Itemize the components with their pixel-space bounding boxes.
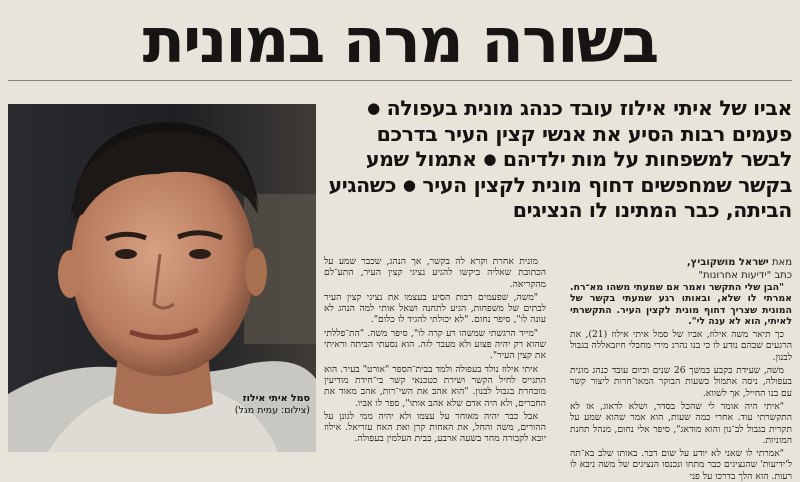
body-paragraph: "מייד הרגשתי שמשהו רע קרה לו", סיפר משה. "הת־פללתי שהוא רק יהיה פצוע ולא מעבר לזה. הוא נסעתי הביתה וראיתי את קצין העיר". — [324, 327, 546, 362]
byline-outlet: כתב "ידיעות אחרונות" — [698, 270, 792, 281]
body-paragraph: "איתי היה אומר לי שהכל בסדר, ושלא לדאוג, אז לא התקשרתי עוד. אחרי כמה שעות, הוא אמר שהוא שמע על תקרית בגבול לב־נון והוא מודאג", סיפר אלי נחום, מנהל תחנת המוניות. — [570, 400, 792, 446]
bullet-icon: ● — [402, 175, 416, 194]
article-body — [324, 256, 792, 482]
byline — [570, 256, 792, 282]
subhead-segment: אתמול שמע בקשר שמחפשים דחוף מונית לקצין העיר — [365, 147, 792, 197]
body-paragraph: "משה, שפעמים רבות הסיע בעצמו את נציגי קצין העיר לבתים של משפחות, הגיע לתחנה ושאל אותי למה הנהג לא עונה לו", סיפר נחום. "לא יכולתי להגיד לו כלום". — [324, 291, 546, 326]
body-paragraph: "אמרתי לו שאני לא יודע על שום דבר. באותו שלב בא־תה ל'ידיעות' שהנציגים כבר מתחו ונכנסו הנציגים של משה ניבא לו רעות. הוא הלך בדרכו על פני — [570, 448, 792, 482]
caption-name: סמל איתי אילוז — [242, 393, 310, 404]
body-paragraph: כך תיאר משה אילוז, אביו של סמל איתי אילוז (21), את הרגעים שבהם נודע לו כי בנו נהרג מירי מחבלי חיזבאללה בגבול לבנון. — [570, 329, 792, 363]
body-paragraph: מונית אחרת וקרא לה בקשר, אך הנהג, שכבר שמע על הכתובת שאליה ביקשו להגיע נציגי קצין העיר, התע־לם מהקריאה. — [324, 256, 546, 290]
caption-credit: (צילום: עמית מגל) — [234, 405, 310, 416]
body-paragraph: אבל כבר יהיה מאוחר על עצמו ולא יהיה ממי לגונן על ההורים, משה והחל, את האחות קרן ואת האח עזריאל. אילוז יובא לקבורה מחר בשעה ארבע, בבית העלמין בעפולה. — [324, 410, 546, 445]
body-column-left — [324, 256, 546, 452]
byline-author: ישראל מושקוביץ, — [686, 257, 769, 268]
subhead-segment: פעמים רבות הסיע את אנשי קצין העיר בדרכם לבשר למשפחות על מות ילדיהם — [376, 121, 792, 172]
body-paragraph: איתי אילוז נולד בעפולה ולמד בבית־הספר "אורט" בעיר. הוא התגייס לחיל הקשר ושירת כטכנאי קשר בי־חידת מודיעין מובחרת בגבול לבנון. "הוא אהב את השי־רות, אהב מאוד את החברים, ולא היה אדם שלא אהב אותו", ספר לו אביו. — [324, 363, 546, 409]
body-paragraph: "הבן שלי התקשר ואמר אם שמעתי משהו מא־רח. אמרתי לו שלא, ובאותו רגע שמעתי בקשר של המונית שצריך דחוף מונית לקצין העיר. התקשרתי לאיתי, הוא לא ענה לי". — [570, 282, 792, 327]
photo-caption — [212, 393, 310, 417]
headline-rule — [8, 80, 792, 81]
body-column-right — [570, 256, 792, 482]
bullet-icon: ● — [367, 99, 380, 117]
byline-prefix: מאת — [771, 257, 792, 268]
subhead-segment: כשהגיע הביתה, כבר המתינו לו הנציגים — [328, 172, 792, 223]
bullet-icon: ● — [483, 150, 497, 169]
subheadline — [324, 96, 792, 250]
headline: בשורה מרה במונית — [142, 4, 658, 77]
body-paragraph: משה, שעידת בקבע במשך 26 שנים וכיום עובד כנהג מונית בעפולה, ניסה אתמול בשעות הבוקר המאו־חרות ליצור קשר עם בנו החייל, אך לשווא. — [570, 365, 792, 399]
subhead-segment: אביו של איתי אילוז עובד כנהג מונית בעפולה — [386, 96, 792, 120]
